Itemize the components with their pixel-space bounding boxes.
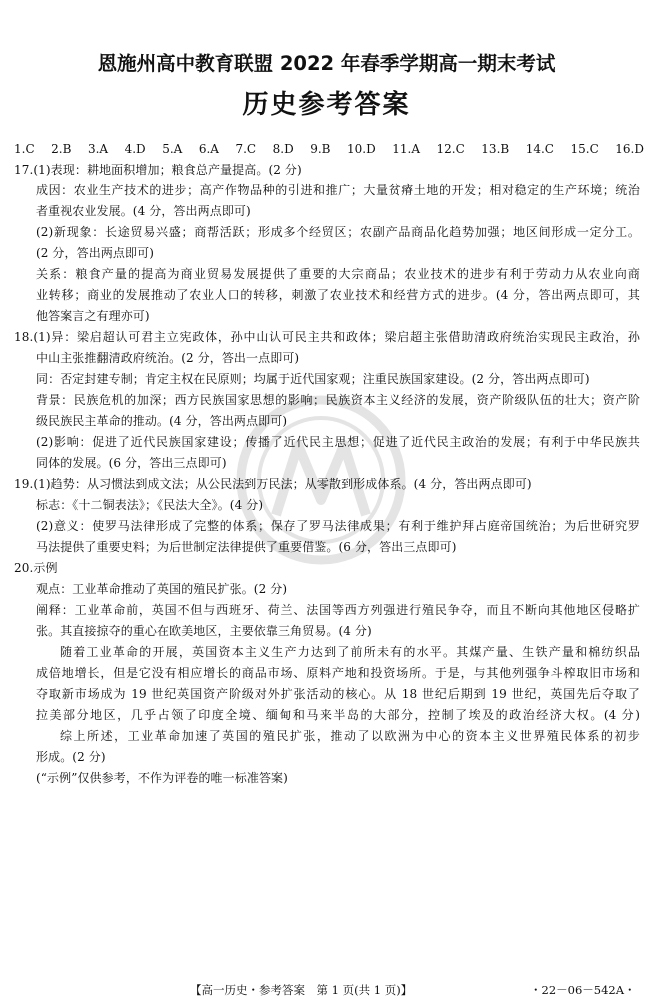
q19-line: 19.(1)趋势：从习惯法到成文法；从公民法到万民法；从零散到形成体系。(4 分，答出两点即可) bbox=[14, 477, 532, 491]
q17-line: 成因：农业生产技术的进步；高产作物品种的引进和推广；大量贫瘠土地的开发；相对稳定的生产环境；统治 bbox=[36, 183, 640, 197]
q17-line: 者重视农业发展。(4 分，答出两点即可) bbox=[36, 204, 251, 218]
q20-line: 形成。(2 分) bbox=[36, 750, 106, 764]
q20-line: 观点：工业革命推动了英国的殖民扩张。(2 分) bbox=[36, 582, 288, 596]
q20-line: 拉美部分地区，几乎占领了印度全境、缅甸和马来半岛的大部分，控制了埃及的政治经济大权。(4 分) bbox=[36, 708, 640, 722]
mc-answer: 16.D bbox=[615, 142, 644, 156]
q17-line: (2 分，答出两点即可) bbox=[36, 246, 155, 260]
q18-line: 级民族民主革命的推动。(4 分，答出两点即可) bbox=[36, 414, 288, 428]
q20-note: (“示例”仅供参考，不作为评卷的唯一标准答案) bbox=[36, 771, 288, 785]
q20-line: 20.示例 bbox=[14, 561, 58, 575]
q20-line: 随着工业革命的开展，英国资本主义生产力达到了前所未有的水平。其煤产量、生铁产量和棉纺织品 bbox=[60, 645, 640, 659]
q18-line: 中山主张推翻清政府统治。(2 分，答出一点即可) bbox=[36, 351, 300, 365]
q17-line: 业转移；商业的发展推动了农业人口的转移，刺激了农业技术和经营方式的进步。(4 分，答出两点即可，其 bbox=[36, 288, 640, 302]
q20-line: 综上所述，工业革命加速了英国的殖民扩张，推动了以欧洲为中心的资本主义世界殖民体系的初步 bbox=[60, 729, 640, 743]
mc-answer: 11.A bbox=[392, 142, 420, 156]
mc-answer: 8.D bbox=[272, 142, 294, 156]
q19-line: (2)意义：使罗马法律形成了完整的体系；保存了罗马法律成果；有利于维护拜占庭帝国统治；为后世研究罗 bbox=[36, 519, 640, 533]
q17-line: 17.(1)表现：耕地面积增加；粮食总产量提高。(2 分) bbox=[14, 163, 302, 177]
mc-answer: 14.C bbox=[525, 142, 554, 156]
mc-answer: 12.C bbox=[436, 142, 465, 156]
footer-page-info: 【高一历史・参考答案 第 1 页(共 1 页)】 bbox=[190, 983, 413, 997]
q19-line: 标志：《十二铜表法》；《民法大全》。(4 分) bbox=[36, 498, 264, 512]
mc-answer: 7.C bbox=[235, 142, 257, 156]
mc-answer: 13.B bbox=[481, 142, 510, 156]
q20-line: 张。其直接掠夺的重心在欧美地区，主要依靠三角贸易。(4 分) bbox=[36, 624, 372, 638]
mc-answer: 6.A bbox=[198, 142, 219, 156]
mc-answer: 2.B bbox=[51, 142, 72, 156]
q19-line: 马法提供了重要史料；为后世制定法律提供了重要借鉴。(6 分，答出三点即可) bbox=[36, 540, 457, 554]
mc-answer: 5.A bbox=[162, 142, 183, 156]
mc-answer: 4.D bbox=[124, 142, 146, 156]
exam-title: 恩施州高中教育联盟 2022 年春季学期高一期末考试 bbox=[97, 52, 556, 75]
multiple-choice-answers bbox=[14, 141, 644, 157]
footer-code: ・22－06－542A・ bbox=[530, 983, 636, 997]
q17-line: 关系：粮食产量的提高为商业贸易发展提供了重要的大宗商品；农业技术的进步有利于劳动力从农业向商 bbox=[36, 267, 640, 281]
q20-line: 阐释：工业革命前，英国不但与西班牙、荷兰、法国等西方列强进行殖民争夺，而且不断向其他地区侵略扩 bbox=[36, 603, 640, 617]
q18-line: 同体的发展。(6 分，答出三点即可) bbox=[36, 456, 227, 470]
q18-line: (2)影响：促进了近代民族国家建设；传播了近代民主思想；促进了近代民主政治的发展；有利于中华民族共 bbox=[36, 435, 640, 449]
q18-line: 18.(1)异：梁启超认可君主立宪政体，孙中山认可民主共和政体；梁启超主张借助清政府统治实现民主政治，孙 bbox=[14, 330, 640, 344]
q17-line: 他答案言之有理亦可) bbox=[36, 309, 150, 323]
q17-line: (2)新现象：长途贸易兴盛；商帮活跃；形成多个经贸区；农副产品商品化趋势加强；地区间形成一定分工。 bbox=[36, 225, 640, 239]
mc-answer: 3.A bbox=[87, 142, 109, 156]
q18-line: 同：否定封建专制；肯定主权在民原则；均属于近代国家观；注重民族国家建设。(2 分，答出两点即可) bbox=[36, 372, 590, 386]
mc-answer: 10.D bbox=[347, 142, 376, 156]
mc-answer: 1.C bbox=[14, 142, 35, 156]
q20-line: 成倍地增长，但是它没有相应增长的商品市场、原料产地和投资场所。于是，与其他列强争斗榨取旧市场和 bbox=[36, 666, 640, 680]
mc-answer: 9.B bbox=[310, 142, 331, 156]
q20-line: 夺取新市场成为 19 世纪英国资产阶级对外扩张活动的核心。从 18 世纪后期到 19 世纪，英国先后夺取了 bbox=[36, 687, 640, 701]
mc-answer: 15.C bbox=[570, 142, 599, 156]
q18-line: 背景：民族危机的加深；西方民族国家思想的影响；民族资本主义经济的发展，资产阶级队伍的壮大；资产阶 bbox=[36, 393, 640, 407]
page-title: 历史参考答案 bbox=[242, 90, 411, 120]
